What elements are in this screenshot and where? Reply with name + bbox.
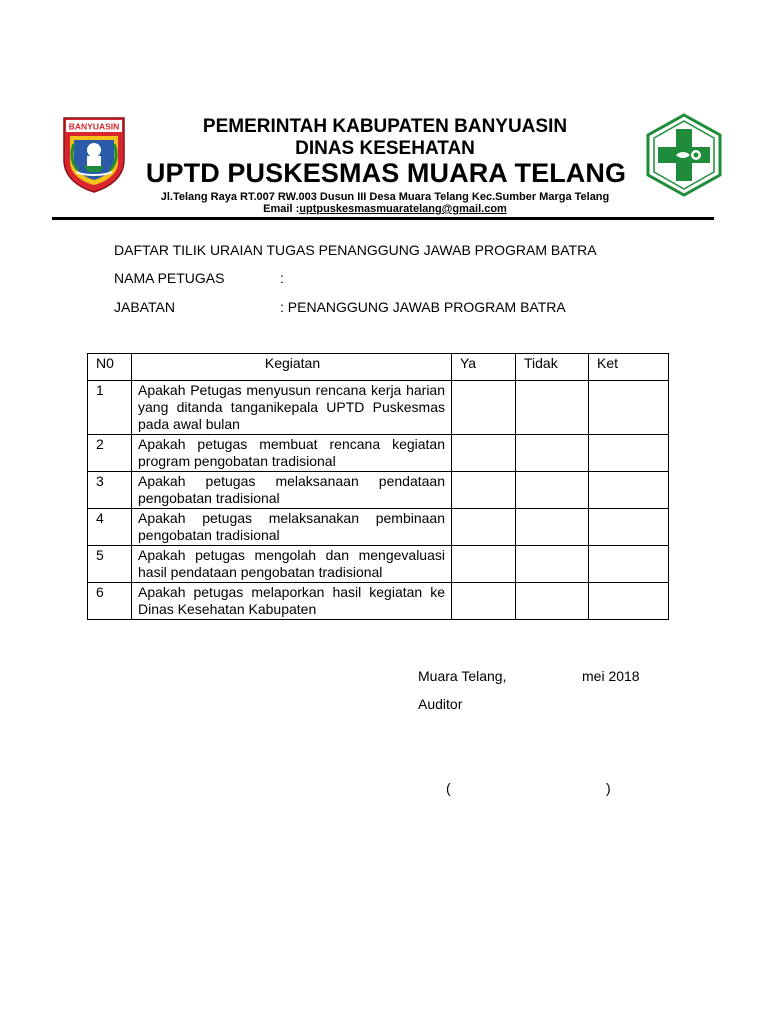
signature-name-open-paren: ( (446, 780, 451, 796)
cell-ket[interactable] (589, 583, 669, 620)
email-label: Email : (263, 203, 300, 215)
cell-no: 3 (88, 472, 132, 509)
jabatan-value: : PENANGGUNG JAWAB PROGRAM BATRA (280, 299, 566, 315)
checklist-table (87, 353, 669, 620)
email-link[interactable]: uptpuskesmasmuaratelang@gmail.com (299, 203, 507, 215)
banyuasin-crest-logo (60, 114, 128, 194)
table-row (88, 472, 669, 509)
cell-tidak[interactable] (516, 435, 589, 472)
cell-ya[interactable] (452, 509, 516, 546)
jabatan-label: JABATAN (114, 299, 175, 315)
cell-ya[interactable] (452, 381, 516, 435)
kegiatan-text: Apakah petugas melaporkan hasil kegiatan ke Dinas Kesehatan Kabupaten (138, 584, 445, 617)
crest-banner-text: BANYUASIN (68, 121, 120, 132)
cell-no: 5 (88, 546, 132, 583)
cell-ket[interactable] (589, 381, 669, 435)
letterhead-address: Jl.Telang Raya RT.007 RW.003 Dusun III Desa Muara Telang Kec.Sumber Marga Telang (160, 191, 610, 203)
table-row (88, 546, 669, 583)
signature-date: mei 2018 (582, 668, 640, 684)
signature-name-close-paren: ) (606, 780, 611, 796)
cell-no: 6 (88, 583, 132, 620)
kegiatan-text: Apakah petugas melaksanaan pendataan pengobatan tradisional (138, 473, 445, 506)
puskesmas-logo (646, 113, 722, 197)
nama-petugas-label: NAMA PETUGAS (114, 270, 225, 286)
cell-ket[interactable] (589, 472, 669, 509)
letterhead-government: PEMERINTAH KABUPATEN BANYUASIN (202, 116, 568, 137)
header-ya: Ya (452, 354, 516, 381)
kegiatan-text: Apakah Petugas menyusun rencana kerja harian yang ditanda tanganikepala UPTD Puskesmas pada awal bulan (138, 382, 445, 432)
signature-place: Muara Telang, (418, 668, 507, 684)
table-header-row (88, 354, 669, 381)
cell-ket[interactable] (589, 509, 669, 546)
cell-ket[interactable] (589, 435, 669, 472)
cell-kegiatan (132, 583, 452, 620)
cell-kegiatan (132, 381, 452, 435)
table-row (88, 583, 669, 620)
header-kegiatan: Kegiatan (132, 354, 452, 381)
cell-kegiatan (132, 546, 452, 583)
cell-tidak[interactable] (516, 546, 589, 583)
cell-kegiatan (132, 509, 452, 546)
cell-tidak[interactable] (516, 472, 589, 509)
kegiatan-text: Apakah petugas melaksanakan pembinaan pengobatan tradisional (138, 510, 445, 543)
table-row (88, 381, 669, 435)
kegiatan-text: Apakah petugas membuat rencana kegiatan program pengobatan tradisional (138, 436, 445, 469)
letterhead-department: DINAS KESEHATAN (295, 138, 475, 159)
table-row (88, 435, 669, 472)
table-row (88, 509, 669, 546)
document-title: DAFTAR TILIK URAIAN TUGAS PENANGGUNG JAWAB PROGRAM BATRA (114, 242, 597, 258)
cell-no: 1 (88, 381, 132, 435)
cell-no: 4 (88, 509, 132, 546)
nama-petugas-value: : (280, 270, 284, 286)
cell-ya[interactable] (452, 546, 516, 583)
cell-tidak[interactable] (516, 583, 589, 620)
cell-ket[interactable] (589, 546, 669, 583)
cell-tidak[interactable] (516, 381, 589, 435)
letterhead-rule (52, 217, 714, 220)
cell-ya[interactable] (452, 583, 516, 620)
cell-kegiatan (132, 472, 452, 509)
cell-ya[interactable] (452, 472, 516, 509)
header-no: N0 (88, 354, 132, 381)
header-tidak: Tidak (516, 354, 589, 381)
cell-kegiatan (132, 435, 452, 472)
kegiatan-text: Apakah petugas mengolah dan mengevaluasi hasil pendataan pengobatan tradisional (138, 547, 445, 580)
header-ket: Ket (589, 354, 669, 381)
cell-tidak[interactable] (516, 509, 589, 546)
cell-ya[interactable] (452, 435, 516, 472)
cell-no: 2 (88, 435, 132, 472)
letterhead-email-line (140, 203, 630, 215)
signature-role: Auditor (418, 696, 463, 712)
letterhead-organization: UPTD PUSKESMAS MUARA TELANG (145, 158, 627, 188)
